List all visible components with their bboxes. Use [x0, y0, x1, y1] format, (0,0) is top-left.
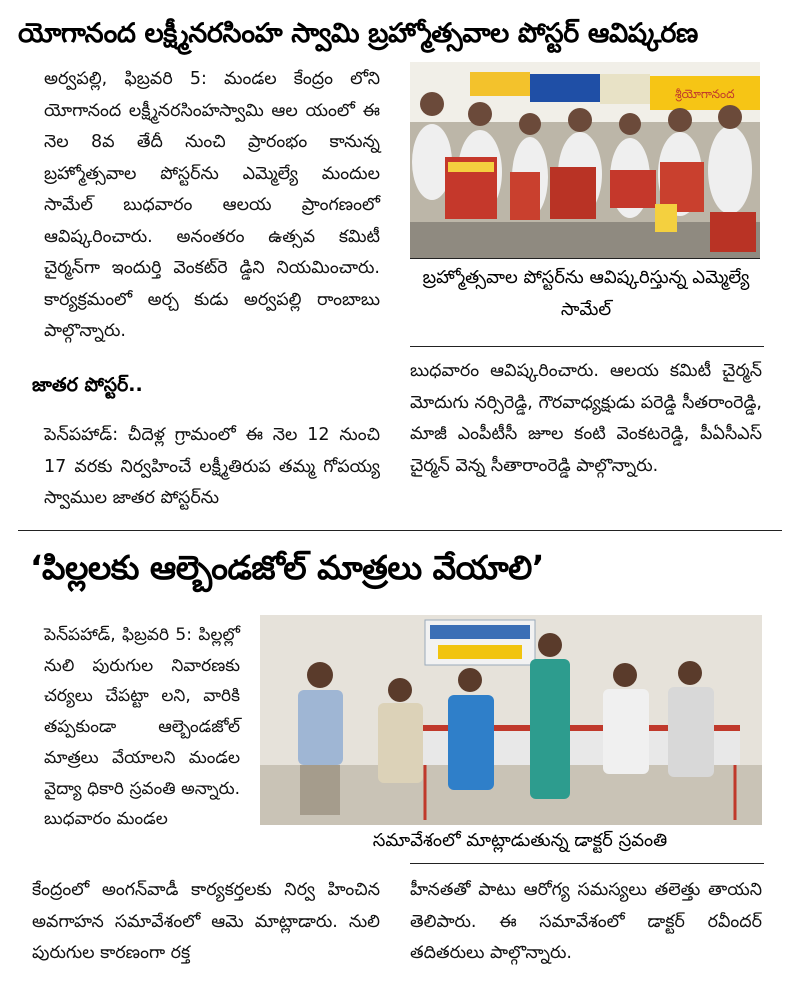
story3-headline: ‘పిల్లలకు ఆల్బెండజోల్ మాత్రలు వేయాలి’ [30, 548, 544, 587]
story3-body-top: పెన్‌పహాడ్, ఫిబ్రవరి 5: పిల్లల్లో నులి పురుగుల నివారణకు చర్యలు చేపట్టా లని, వారికి తప్పకుండా ఆల్బెండజోల్ మాత్రలు వేయాలని మండల వైద్యా ధికారి స్రవంతి అన్నారు. బుధవారం మండల [44, 625, 240, 830]
story1-photo [410, 62, 760, 258]
story-divider [18, 530, 782, 531]
story1-photo-frame-bottom [410, 258, 760, 259]
story1-headline: యోగానంద లక్ష్మీనరసింహ స్వామి బ్రహ్మోత్సవాల పోస్టర్ ఆవిష్కరణ [18, 18, 698, 49]
story1-body: అర్వపల్లి, ఫిబ్రవరి 5: మండల కేంద్రం లోని యోగానంద లక్ష్మీనరసింహస్వామి ఆల యంలో ఈ నెల 8వ తేదీ నుంచి ప్రారంభం కానున్న బ్రహ్మోత్సవాల పోస్టర్‌ను ఎమ్మెల్యే మందుల సామేల్ బుధవారం ఆలయ ప్రాంగణంలో ఆవిష్కరించారు. అనంతరం ఉత్సవ కమిటీ చైర్మన్‌గా ఇందుర్తి వెంకట్‌రె డ్డిని నియమించారు. కార్యక్రమంలో అర్చ కుడు అర్వపల్లి రాంబాబు పాల్గొన్నారు. [44, 69, 380, 341]
story2-body-left: పెన్‌పహాడ్: చీదెళ్ల గ్రామంలో ఈ నెల 12 నుంచి 17 వరకు నిర్వహించే లక్ష్మీతిరుప తమ్మ గోపయ్య స్వాముల జాతర పోస్టర్‌ను [44, 425, 380, 508]
story1-caption-rule [410, 346, 764, 347]
story3-photo-caption: సమావేశంలో మాట్లాడుతున్న డాక్టర్ స్రవంతి [372, 830, 668, 851]
svg-text:శ్రీయోగానంద: శ్రీయోగానంద [675, 87, 735, 101]
story3-photo [260, 615, 762, 825]
story3-body-bottom-right: హీనతతో పాటు ఆరోగ్య సమస్యలు తలెత్తు తాయని తెలిపారు. ఈ సమావేశంలో డాక్టర్ రవీందర్ తదితరులు పాల్గొన్నారు. [410, 880, 762, 963]
story2-subhead: జాతర పోస్టర్.. [32, 374, 143, 396]
story3-caption-rule [410, 863, 764, 864]
story2-body-right: బుధవారం ఆవిష్కరించారు. ఆలయ కమిటీ చైర్మన్ మోదుగు నర్సిరెడ్డి, గౌరవాధ్యక్షుడు పరెడ్డి సీతరాంరెడ్డి, మాజీ ఎంపీటీసీ జూల కంటి వెంకటరెడ్డి, పీఏసీఎస్ చైర్మన్ వెన్న సీతారాంరెడ్డి పాల్గొన్నారు. [410, 361, 762, 476]
poster-launch-photo [410, 62, 760, 258]
story1-photo-caption: బ్రహ్మోత్సవాల పోస్టర్‌ను ఆవిష్కరిస్తున్న ఎమ్మెల్యే సామేల్ [422, 267, 750, 320]
story3-body-bottom-left: కేంద్రంలో అంగన్‌వాడీ కార్యకర్తలకు నిర్వ హించిన అవగాహన సమావేశంలో ఆమె మాట్లాడారు. నులి పురుగుల కారణంగా రక్త [32, 880, 380, 963]
meeting-photo [260, 615, 762, 825]
